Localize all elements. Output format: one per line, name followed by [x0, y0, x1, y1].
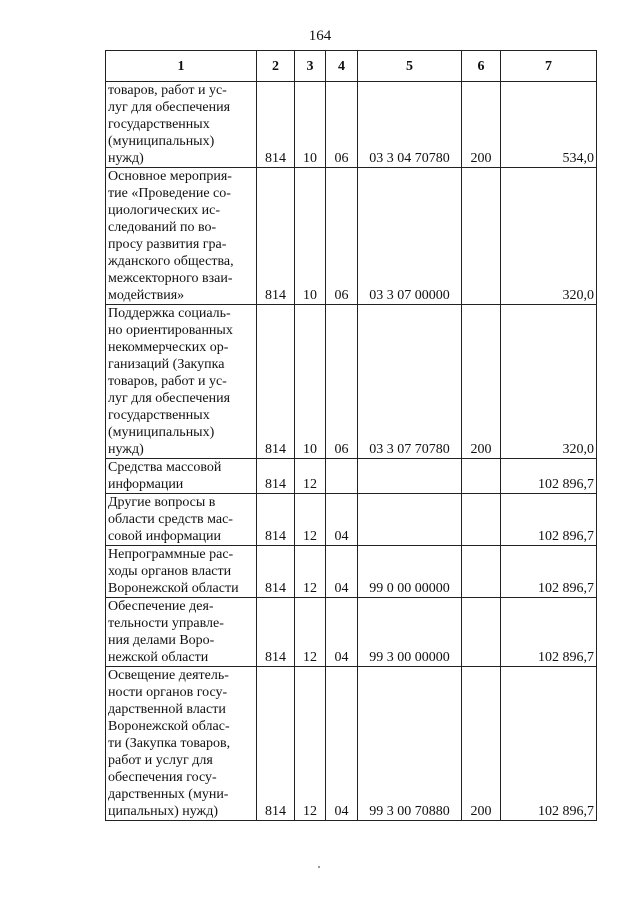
row-section-cell: 12 [295, 494, 326, 546]
row-name-cell: Другие вопросы в области средств мас- совой информации [106, 494, 257, 546]
header-col-7: 7 [501, 51, 597, 82]
row-code-cell: 814 [257, 667, 295, 821]
row-section-cell: 12 [295, 459, 326, 494]
row-expense-type-cell [462, 459, 501, 494]
row-name-cell: Обеспечение дея- тельности управле- ния делами Воро- нежской области [106, 598, 257, 667]
row-amount-cell: 102 896,7 [501, 494, 597, 546]
row-expense-type-cell [462, 494, 501, 546]
row-code-cell: 814 [257, 305, 295, 459]
row-code-cell: 814 [257, 546, 295, 598]
table-row [106, 598, 597, 667]
row-target-cell: 03 3 04 70780 [358, 82, 462, 168]
row-subsection-cell: 04 [326, 546, 358, 598]
table-row [106, 168, 597, 305]
row-amount-cell: 320,0 [501, 168, 597, 305]
row-subsection-cell: 06 [326, 305, 358, 459]
table-header-row [106, 51, 597, 82]
header-col-5: 5 [358, 51, 462, 82]
header-col-6: 6 [462, 51, 501, 82]
row-expense-type-cell [462, 168, 501, 305]
header-col-2: 2 [257, 51, 295, 82]
table-row [106, 305, 597, 459]
table-row [106, 82, 597, 168]
table-row [106, 494, 597, 546]
header-col-3: 3 [295, 51, 326, 82]
row-amount-cell: 102 896,7 [501, 459, 597, 494]
row-expense-type-cell: 200 [462, 82, 501, 168]
row-target-cell: 03 3 07 70780 [358, 305, 462, 459]
row-section-cell: 12 [295, 546, 326, 598]
row-name-cell: Освещение деятель- ности органов госу- дарственной власти Воронежской облас- ти (Закупка товаров, работ и услуг для обеспечения госу- дарственных (муни- ципальных) нужд) [106, 667, 257, 821]
row-amount-cell: 102 896,7 [501, 546, 597, 598]
row-section-cell: 12 [295, 598, 326, 667]
row-code-cell: 814 [257, 598, 295, 667]
table-row [106, 459, 597, 494]
budget-table [105, 50, 597, 821]
row-section-cell: 10 [295, 82, 326, 168]
row-subsection-cell: 04 [326, 598, 358, 667]
row-name-cell: Непрограммные рас- ходы органов власти Воронежской области [106, 546, 257, 598]
row-name-cell: Средства массовой информации [106, 459, 257, 494]
row-expense-type-cell: 200 [462, 667, 501, 821]
header-col-1: 1 [106, 51, 257, 82]
row-expense-type-cell: 200 [462, 305, 501, 459]
row-amount-cell: 534,0 [501, 82, 597, 168]
row-code-cell: 814 [257, 168, 295, 305]
row-code-cell: 814 [257, 459, 295, 494]
row-target-cell [358, 459, 462, 494]
row-section-cell: 10 [295, 305, 326, 459]
row-target-cell: 99 0 00 00000 [358, 546, 462, 598]
row-name-cell: Поддержка социаль- но ориентированных некоммерческих ор- ганизаций (Закупка товаров, работ и ус- луг для обеспечения государственных (муниципальных) нужд) [106, 305, 257, 459]
row-section-cell: 10 [295, 168, 326, 305]
row-section-cell: 12 [295, 667, 326, 821]
row-expense-type-cell [462, 546, 501, 598]
row-amount-cell: 102 896,7 [501, 598, 597, 667]
row-expense-type-cell [462, 598, 501, 667]
row-target-cell: 99 3 00 00000 [358, 598, 462, 667]
row-subsection-cell: 06 [326, 82, 358, 168]
row-target-cell [358, 494, 462, 546]
table-row [106, 546, 597, 598]
scan-dot [318, 866, 320, 868]
page-number: 164 [308, 28, 332, 44]
row-subsection-cell [326, 459, 358, 494]
row-target-cell: 03 3 07 00000 [358, 168, 462, 305]
row-target-cell: 99 3 00 70880 [358, 667, 462, 821]
row-subsection-cell: 04 [326, 667, 358, 821]
row-amount-cell: 320,0 [501, 305, 597, 459]
table-body [106, 82, 597, 821]
table-row [106, 667, 597, 821]
row-subsection-cell: 06 [326, 168, 358, 305]
row-amount-cell: 102 896,7 [501, 667, 597, 821]
row-name-cell: товаров, работ и ус- луг для обеспечения государственных (муниципальных) нужд) [106, 82, 257, 168]
row-subsection-cell: 04 [326, 494, 358, 546]
row-code-cell: 814 [257, 494, 295, 546]
row-name-cell: Основное мероприя- тие «Проведение со- циологических ис- следований по во- просу развития гра- жданского общества, межсекторного взаи- модействия» [106, 168, 257, 305]
row-code-cell: 814 [257, 82, 295, 168]
header-col-4: 4 [326, 51, 358, 82]
